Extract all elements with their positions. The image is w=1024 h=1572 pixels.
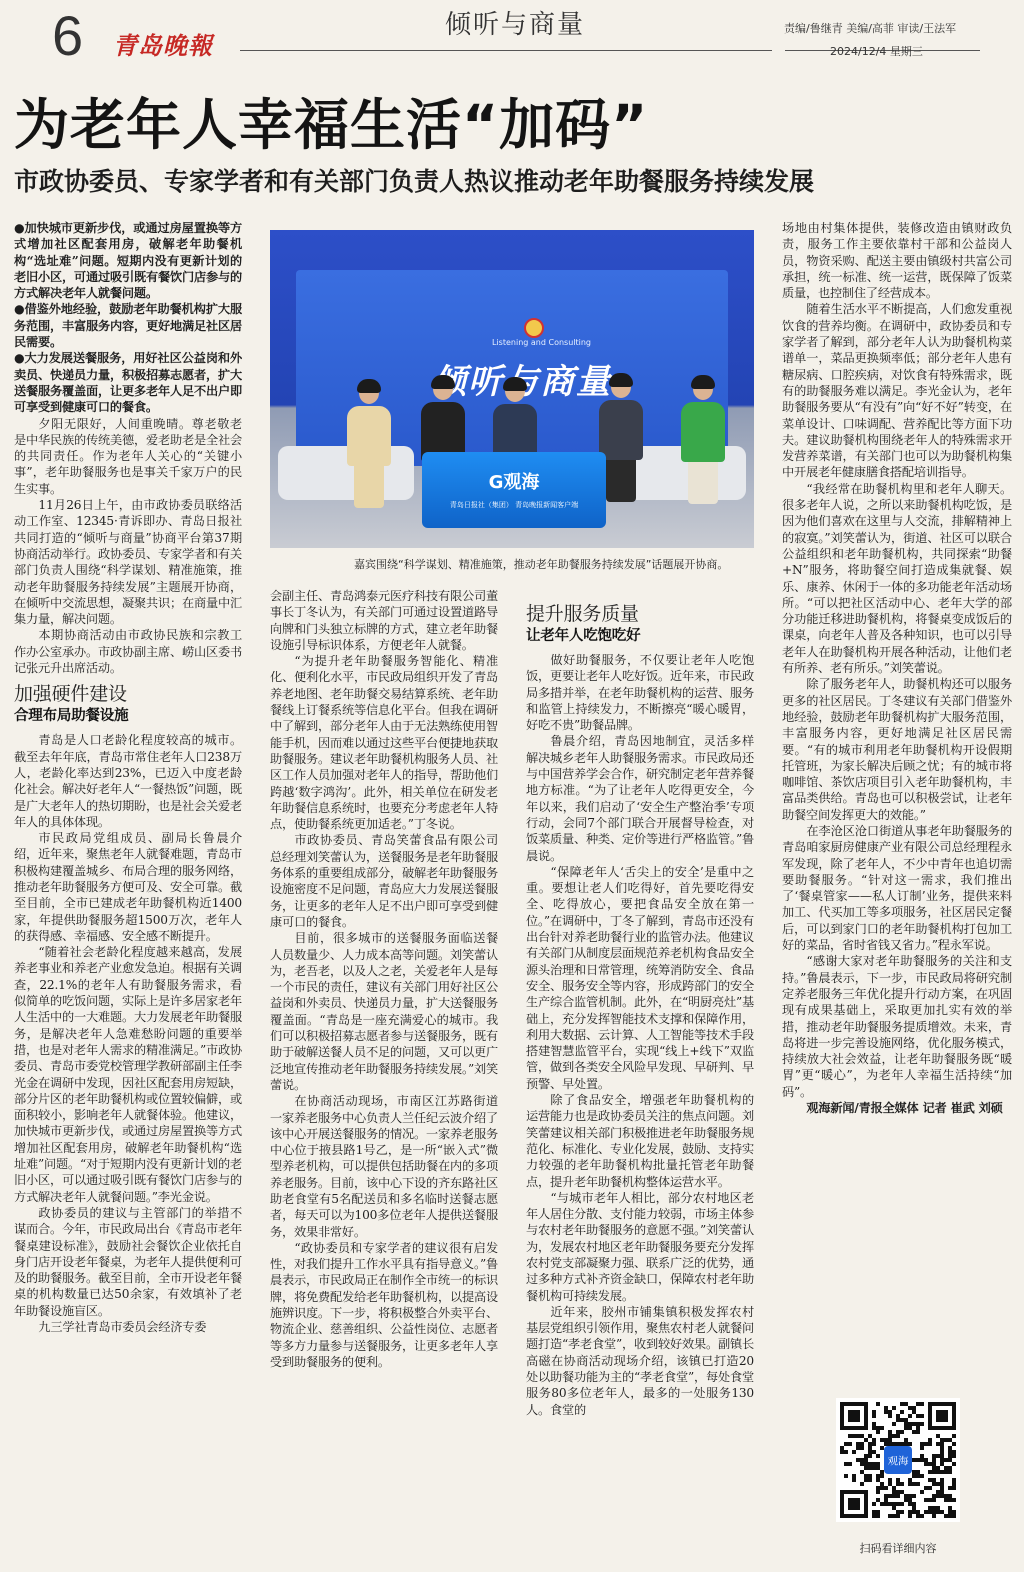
issue-date: 2024/12/4 星期三 [830, 45, 923, 58]
paragraph: 市民政局党组成员、副局长鲁晨介绍，近年来，聚焦老年人就餐难题，青岛市积极构建覆盖城乡、布局合理的服务网络，推动老年助餐服务方便可及、安全可靠。截至目前，全市已建成老年助餐机构近1400家，年提供助餐服务超1500万次，老年人的获得感、幸福感、安全感不断提升。 [14, 831, 242, 943]
section-title: 倾听与商量 [444, 10, 585, 40]
article-column-4 [782, 220, 1012, 1358]
paragraph: 政协委员的建议与主管部门的举措不谋而合。今年，市民政局出台《青岛市老年餐桌建设标准》，鼓励社会餐饮企业依托自身门店开设老年餐桌，为老年人提供便利可及的助餐服务。截至目前，全市开设老年餐桌的机构数量已达50余家，有效填补了老年助餐设施盲区。 [14, 1205, 242, 1318]
news-photo [270, 230, 754, 548]
paragraph: 鲁晨介绍，青岛因地制宜，灵活多样解决城乡老年人助餐服务需求。市民政局还与中国营养学会合作，研究制定老年营养餐地方标准。“为了让老年人吃得更安全，今年以来，我们启动了‘安全生产整治季’专项行动，会同7个部门联合开展督导检查，对饭菜质量、种类、定价等进行严格监管。”鲁晨说。 [526, 734, 754, 863]
paragraph: 本期协商活动由市政协民族和宗教工作办公室承办。市政协副主席、崂山区委书记张元升出席活动。 [14, 628, 242, 676]
emblem-icon [524, 318, 544, 338]
host-desk [422, 452, 606, 528]
paragraph: 除了食品安全，增强老年助餐机构的运营能力也是政协委员关注的焦点问题。刘笑蕾建议相关部门积极推进老年助餐服务规范化、标准化、专业化发展，鼓励、支持实力较强的老年助餐机构批量托管老年助餐点，提升老年助餐机构整体运营水平。 [526, 1093, 754, 1189]
paragraph: “为提升老年助餐服务智能化、精准化、便利化水平，市民政局组织开发了青岛养老地图、老年助餐交易结算系统、老年助餐线上订餐系统等信息化平台。但我在调研中了解到，部分老年人由于无法熟练使用智能手机，因而难以通过这些平台便捷地获取助餐服务。建议老年助餐机构服务人员、社区工作人员加强对老年人的指导，帮助他们跨越‘数字鸿沟’。此外，相关单位在研发老年助餐信息系统时，也要充分考虑老年人特点，使助餐系统更加适老。”丁冬说。 [270, 654, 498, 832]
paragraph: 九三学社青岛市委员会经济专委 [38, 1320, 207, 1334]
section-subheading: 合理布局助餐设施 [14, 708, 129, 725]
qr-code[interactable] [836, 1398, 960, 1522]
article-column-2 [270, 588, 498, 1568]
qr-code-icon [840, 1402, 956, 1518]
paragraph: “政协委员和专家学者的建议很有启发性，对我们提升工作水平具有指导意义。”鲁晨表示，市民政局正在制作全市统一的标识牌，将免费配发给老年助餐机构，以提高设施辨识度。下一步，将积极整合外卖平台、物流企业、慈善组织、公益性岗位、志愿者等多方力量参与送餐服务，让更多老年人享受到助餐服务的便利。 [270, 1240, 498, 1369]
article-column-3 [526, 596, 754, 1568]
editor-credits: 责编/鲁继青 美编/高菲 审读/王法军 [784, 22, 957, 35]
guest-figure [678, 378, 728, 504]
paragraph: “保障老年人‘舌尖上的安全’是重中之重。要想让老人们吃得好，首先要吃得安全、吃得放心，要把食品安全放在第一位。”在调研中，丁冬了解到，青岛市还没有出台针对养老助餐行业的监管办法。他建议有关部门从制度层面规范养老机构食品安全源头治理和日常管理，统筹消防安全、食品安全、服务安全等内容，形成跨部门的安全生产综合监管机制。此外，在“明厨亮灶”基础上，充分发挥智能技术支撑和保障作用，利用大数据、云计算、人工智能等技术手段搭建智慧监管平台，实现“线上+线下”双监管，做到各类安全风险早发现、早研判、早预警、早处置。 [526, 864, 754, 1091]
paragraph: “感谢大家对老年助餐服务的关注和支持。”鲁晨表示，下一步，市民政局将研究制定养老服务三年优化提升行动方案，在巩固现有成果基础上，采取更加扎实有效的举措，推动老年助餐服务提质增效。未来，青岛将进一步完善设施网络，优化服务模式，持续放大社会效益，让老年助餐服务既“暖胃”更“暖心”，为老年人幸福生活持续“加码”。 [782, 954, 1012, 1099]
key-point: ●大力发展送餐服务，用好社区公益岗和外卖员、快递员力量，积极招募志愿者，扩大送餐服务覆盖面，让更多老年人足不出户即可享受到健康可口的餐食。 [14, 351, 242, 415]
paragraph: 会副主任、青岛鸿泰元医疗科技有限公司董事长丁冬认为，有关部门可通过设置道路导向牌和门头独立标牌的方式，建立老年助餐设施引导标识体系，方便老年人就餐。 [270, 589, 498, 652]
byline: 观海新闻/青报全媒体 记者 崔武 刘硕 [806, 1101, 1003, 1116]
section-heading: 提升服务质量 [526, 603, 639, 625]
paragraph: 夕阳无限好，人间重晚晴。尊老敬老是中华民族的传统美德，爱老助老是全社会的共同责任。作为老年人关心的“关键小事”，老年助餐服务也是事关千家万户的民生实事。 [14, 416, 242, 496]
qr-caption: 扫码看详细内容 [859, 1542, 937, 1555]
paragraph: 随着生活水平不断提高，人们愈发重视饮食的营养均衡。在调研中，政协委员和专家学者了解到，部分老年人认为助餐机构菜谱单一，菜品更换频率低；部分老年人患有糖尿病、口腔疾病，对饮食有特殊需求，既有的助餐服务难以满足。李光金认为，老年助餐服务要从“有没有”向“好不好”转变，在菜单设计、口味调配、营养配比等方面下功夫。建议助餐机构围绕老年人的特殊需求开发营养菜谱，有关部门也可以为助餐机构集中开展老年健康膳食搭配培训指导。 [782, 302, 1012, 480]
stage-subtitle: Listening and Consulting [492, 338, 592, 347]
paragraph: 场地由村集体提供，装修改造由镇财政负责，服务工作主要依靠村干部和公益岗人员，物资采购、配送主要由镇级村共富公司承担，统一标准、统一运营，既保障了饭菜质量，也控制住了经营成本。 [782, 221, 1012, 301]
key-point: ●加快城市更新步伐，或通过房屋置换等方式增加社区配套用房，破解老年助餐机构“选址难”问题。短期内没有更新计划的老旧小区，可通过吸引既有餐饮门店参与的方式解决老年人就餐问题。 [14, 221, 242, 301]
guest-figure [344, 382, 394, 508]
paragraph: 在协商活动现场，市南区江苏路街道一家养老服务中心负责人兰任纪云波介绍了该中心开展送餐服务的情况。一家养老服务中心位于掖县路1号乙，是一所“嵌入式”微型养老机构，可以提供包括助餐在内的多项养老服务。目前，该中心下设的齐东路社区助老食堂有5名配送员和多名临时送餐志愿者，每天可以为100多位老年人提供送餐服务，效果非常好。 [270, 1094, 498, 1239]
paragraph: 市政协委员、青岛笑蕾食品有限公司总经理刘笑蕾认为，送餐服务是老年助餐服务体系的重要组成部分，破解老年助餐服务设施密度不足问题，青岛应大力发展送餐服务，让更多的老年人足不出户即可享受到健康可口的餐食。 [270, 833, 498, 929]
headline: 为老年人幸福生活“加码” [14, 93, 649, 157]
desk-sponsors: 青岛日报社（集团） 青岛晚报新闻客户端 [449, 501, 579, 509]
desk-logo: G观海 [488, 472, 540, 493]
paragraph: 除了服务老年人，助餐机构还可以服务更多的社区居民。丁冬建议有关部门借鉴外地经验，鼓励老年助餐机构扩大服务范围，丰富服务内容，更好地满足社区居民需要。“有的城市利用老年助餐机构开设假期托管班，为家长解决后顾之忧；有的城市将咖啡馆、茶饮店项目引入老年助餐机构，丰富品类供给。青岛也可以积极尝试，让老年助餐空间发挥更大的效能。” [782, 677, 1012, 822]
paragraph: “与城市老年人相比，部分农村地区老年人居住分散、支付能力较弱，市场主体参与农村老年助餐服务的意愿不强。”刘笑蕾认为，发展农村地区老年助餐服务要充分发挥农村党支部凝聚力强、联系广泛的优势，通过多种方式补齐资金缺口，保障农村老年助餐机构可持续发展。 [526, 1190, 754, 1303]
qr-center-logo: 观海 [887, 1455, 909, 1468]
key-point: ●借鉴外地经验，鼓励老年助餐机构扩大服务范围，丰富服务内容，更好地满足社区居民需要。 [14, 302, 242, 350]
page-number: 6 [52, 4, 84, 67]
paragraph: 做好助餐服务，不仅要让老年人吃饱饭，更要让老年人吃好饭。近年来，市民政局多措并举，在老年助餐机构的运营、服务和监管上持续发力，不断擦亮“暖心暖胃，好吃不贵”助餐品牌。 [526, 653, 754, 733]
section-subheading: 让老年人吃饱吃好 [526, 628, 641, 644]
paragraph: 目前，很多城市的送餐服务面临送餐人员数量少、人力成本高等问题。刘笑蕾认为，老吾老，以及人之老，关爱老年人是每一个市民的责任，建议有关部门用好社区公益岗和外卖员、快递员力量，扩大送餐服务覆盖面。“青岛是一座充满爱心的城市。我们可以积极招募志愿者参与送餐服务，既有助于破解送餐人员不足的问题，又可以更广泛地宣传推动老年助餐服务持续发展。”刘笑蕾说。 [270, 931, 498, 1092]
paragraph: “我经常在助餐机构里和老年人聊天。很多老年人说，之所以来助餐机构吃饭，是因为他们喜欢在这里与人交流，排解精神上的寂寞。”刘笑蕾认为，街道、社区可以联合公益组织和老年助餐机构，共同探索“助餐+N”服务，将助餐空间打造成集就餐、娱乐、康养、休闲于一体的多功能老年活动场所。“可以把社区活动中心、老年大学的部分功能迁移进助餐机构，将餐桌变成饭后的课桌，向老年人普及各种知识，也可以引导老年人在助餐机构开展各种活动，让他们老有所养、老有所乐。”刘笑蕾说。 [782, 481, 1012, 676]
masthead-rule [240, 50, 772, 51]
section-heading: 加强硬件建设 [14, 683, 127, 706]
subheadline: 市政协委员、专家学者和有关部门负责人热议推动老年助餐服务持续发展 [14, 167, 815, 196]
paragraph: 近年来，胶州市铺集镇积极发挥农村基层党组织引领作用，聚焦农村老人就餐问题打造“孝老食堂”，收到较好效果。副镇长高磁在协商活动现场介绍，该镇已打造20处以助餐功能为主的“孝老食堂”，每处食堂服务80多位老年人，最多的一处服务130人。食堂的 [526, 1304, 754, 1417]
article-column-1 [14, 220, 242, 1568]
newspaper-logo: 青岛晚報 [113, 31, 213, 60]
paragraph: 11月26日上午，由市政协委员联络活动工作室、12345·青诉即办、青岛日报社共同打造的“倾听与商量”协商平台第37期协商活动举行。政协委员、专家学者和有关部门负责人围绕“科学谋划、精准施策，推动老年助餐服务持续发展”主题展开协商，在倾听中交流思想，凝聚共识；在商量中汇集力量，解决问题。 [14, 498, 242, 627]
paragraph: “随着社会老龄化程度越来越高，发展养老事业和养老产业愈发急迫。根据有关调查，22.1%的老年人有助餐服务需求，看似简单的吃饭问题，实际上是许多居家老年人生活中的一大难题。大力发展老年助餐服务，是解决老年人急难愁盼问题的重要举措，也是对老年人需求的精准满足。”市政协委员、青岛市委党校管理学教研部副主任李光金在调研中发现，因社区配套用房短缺，部分片区的老年助餐机构或位置较偏僻，或面积较小，影响老年人就餐体验。他建议，加快城市更新步伐，或通过房屋置换等方式增加社区配套用房，破解老年助餐机构“选址难”问题。“对于短期内没有更新计划的老旧小区，可以通过吸引既有餐饮门店参与的方式解决老年人就餐问题。”李光金说。 [14, 945, 242, 1204]
paragraph: 在李沧区沧口街道从事老年助餐服务的青岛咱家厨房健康产业有限公司总经理程永军发现，除了老年人，不少中青年也追切需要助餐服务。“针对这一需求，我们推出了‘餐桌管家——私人订制’业务，提供来料加工、代买加工等多项服务，社区居民定餐后，可以到家门口的老年助餐机构打包加工好的菜品，省时省钱又省力。”程永军说。 [782, 823, 1012, 953]
masthead [0, 0, 1024, 80]
photo-caption: 嘉宾围绕“科学谋划、精准施策，推动老年助餐服务持续发展”话题展开协商。 [354, 558, 729, 571]
paragraph: 青岛是人口老龄化程度较高的城市。截至去年年底，青岛市常住老年人口238万人，老龄化率达到23%，已迈入中度老龄化社会。解决好老年人“一餐热饭”问题，既是广大老年人的热切期盼，也是社会关爱老年人的具体体现。 [14, 733, 242, 829]
